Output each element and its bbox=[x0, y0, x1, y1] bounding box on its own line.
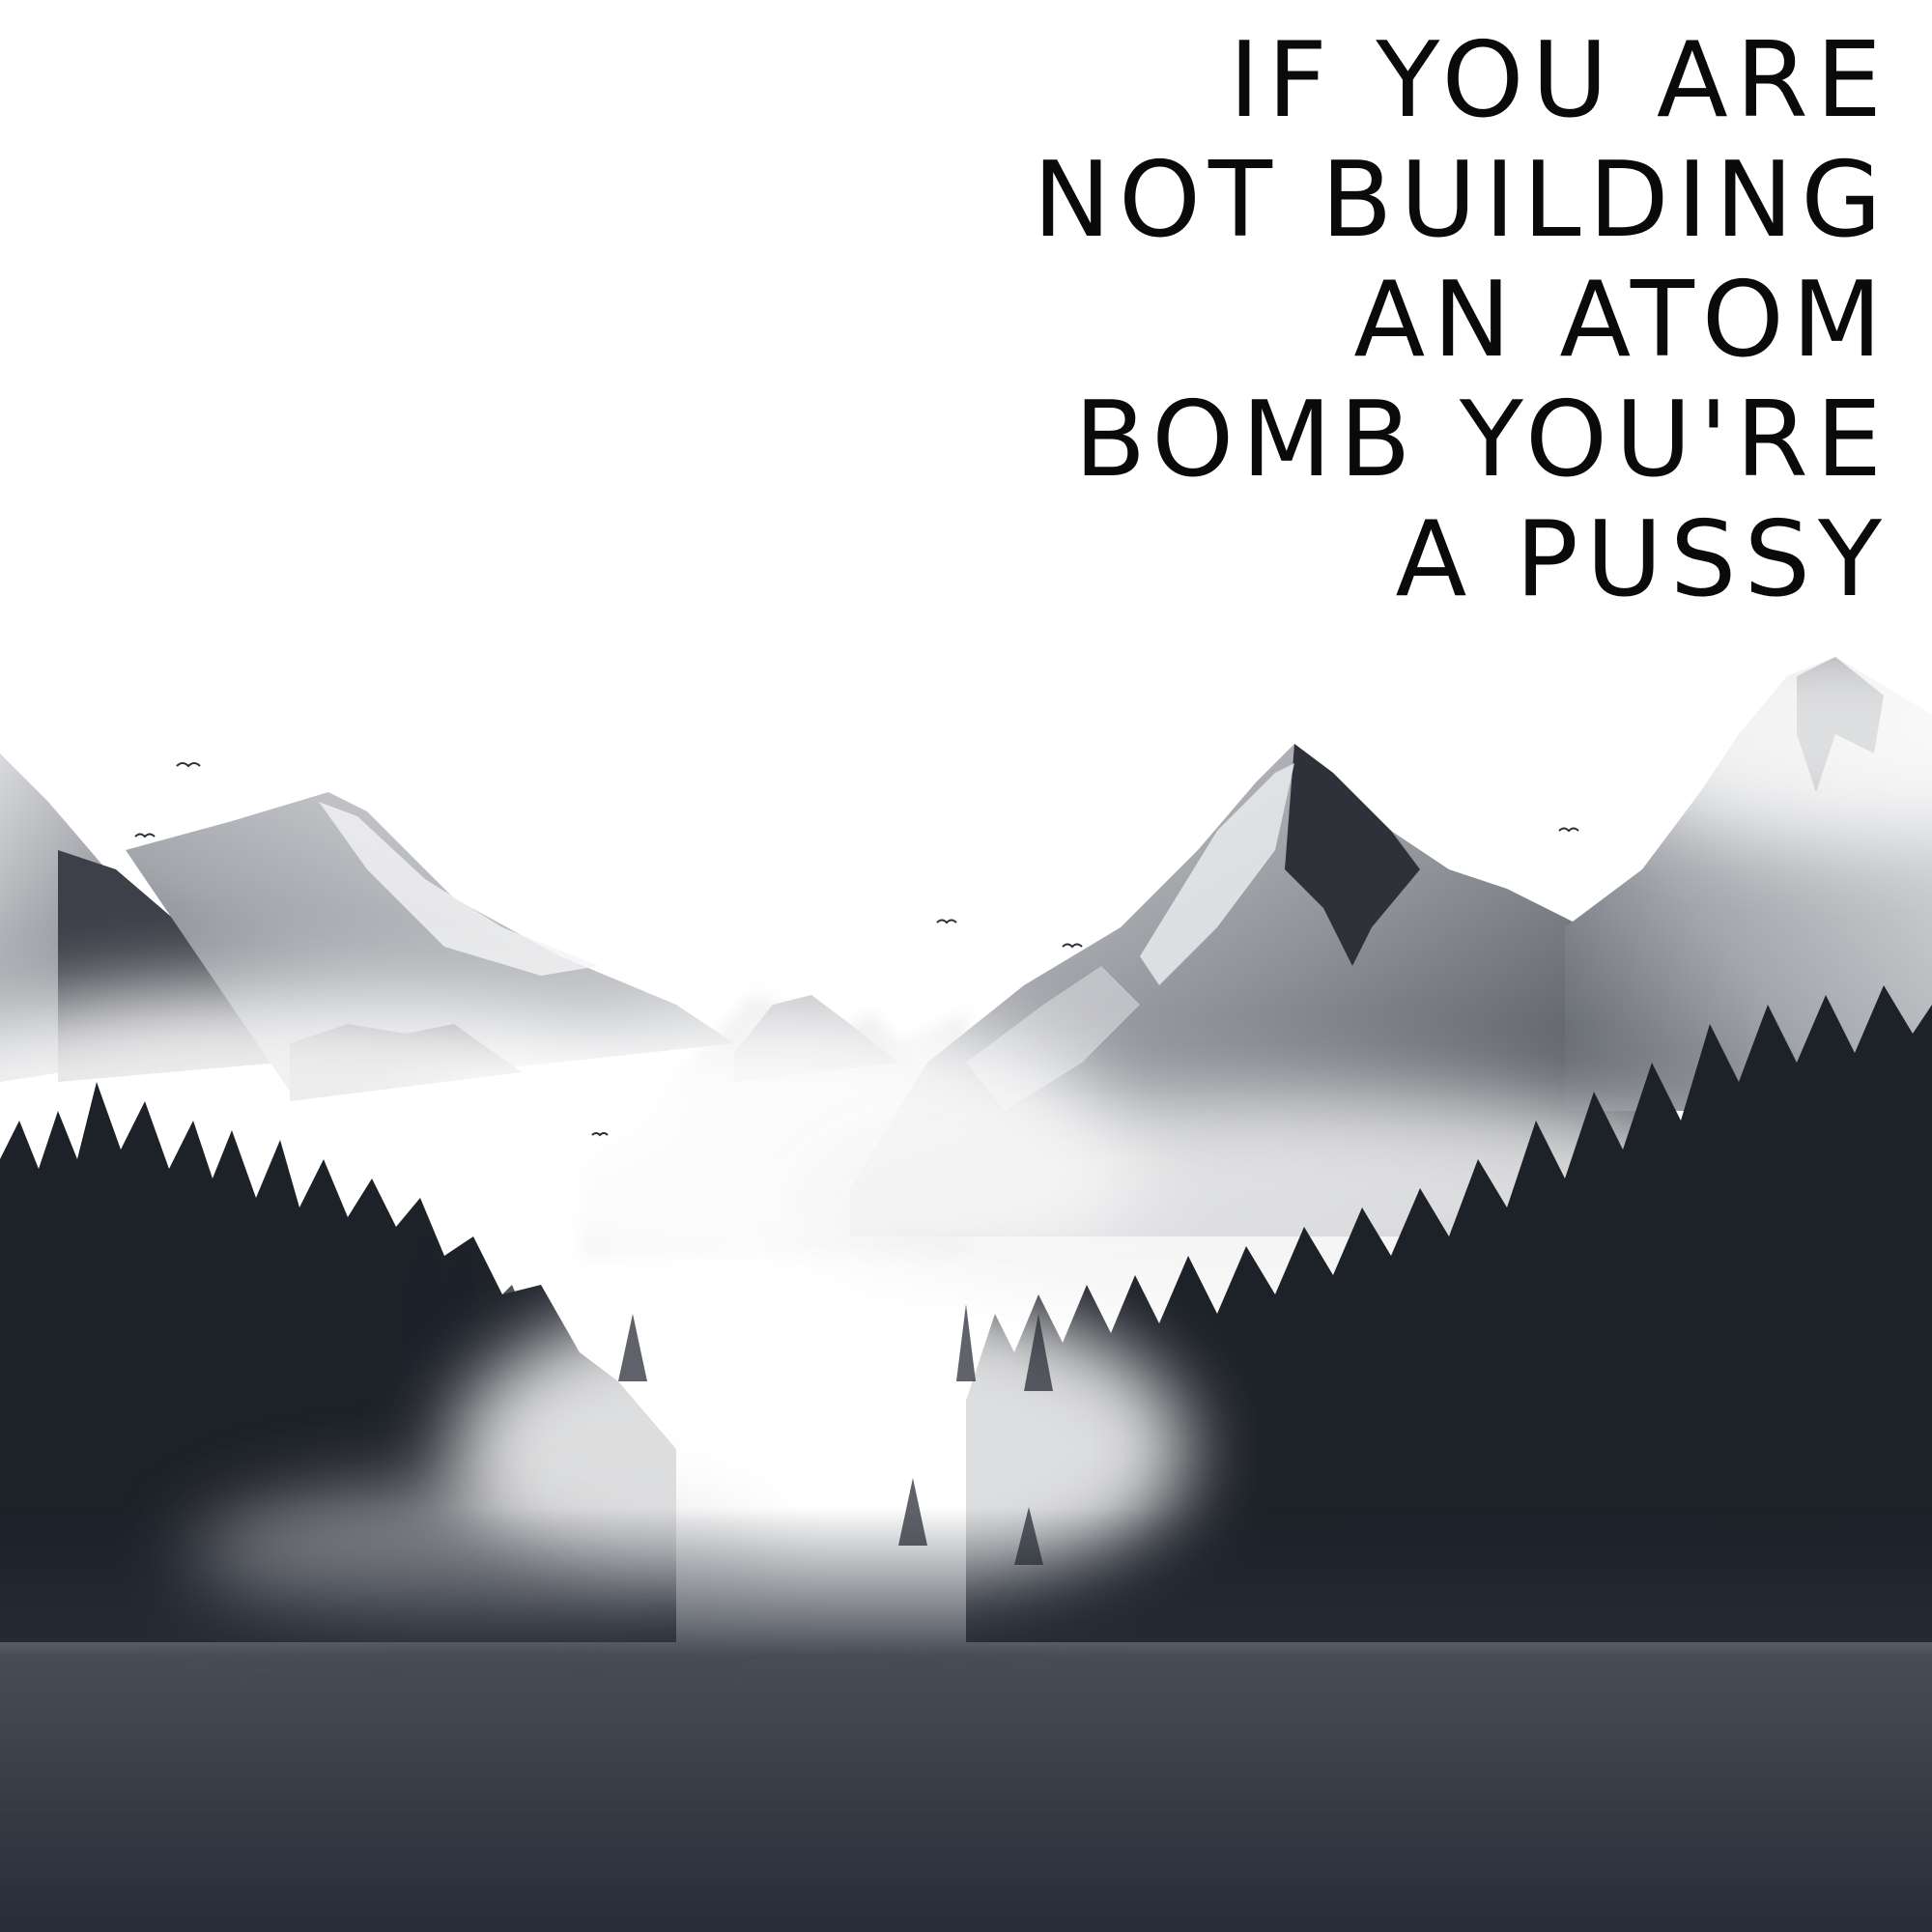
dark-ground bbox=[0, 1507, 1932, 1932]
quote-line-5: A PUSSY bbox=[1395, 499, 1889, 620]
quote-text bbox=[634, 21, 1889, 620]
quote-line-2: NOT BUILDING bbox=[1033, 140, 1889, 261]
quote-line-4: BOMB YOU'RE bbox=[1074, 380, 1889, 500]
quote-line-3: AN ATOM bbox=[1353, 260, 1889, 381]
quote-line-1: IF YOU ARE bbox=[1229, 20, 1889, 141]
